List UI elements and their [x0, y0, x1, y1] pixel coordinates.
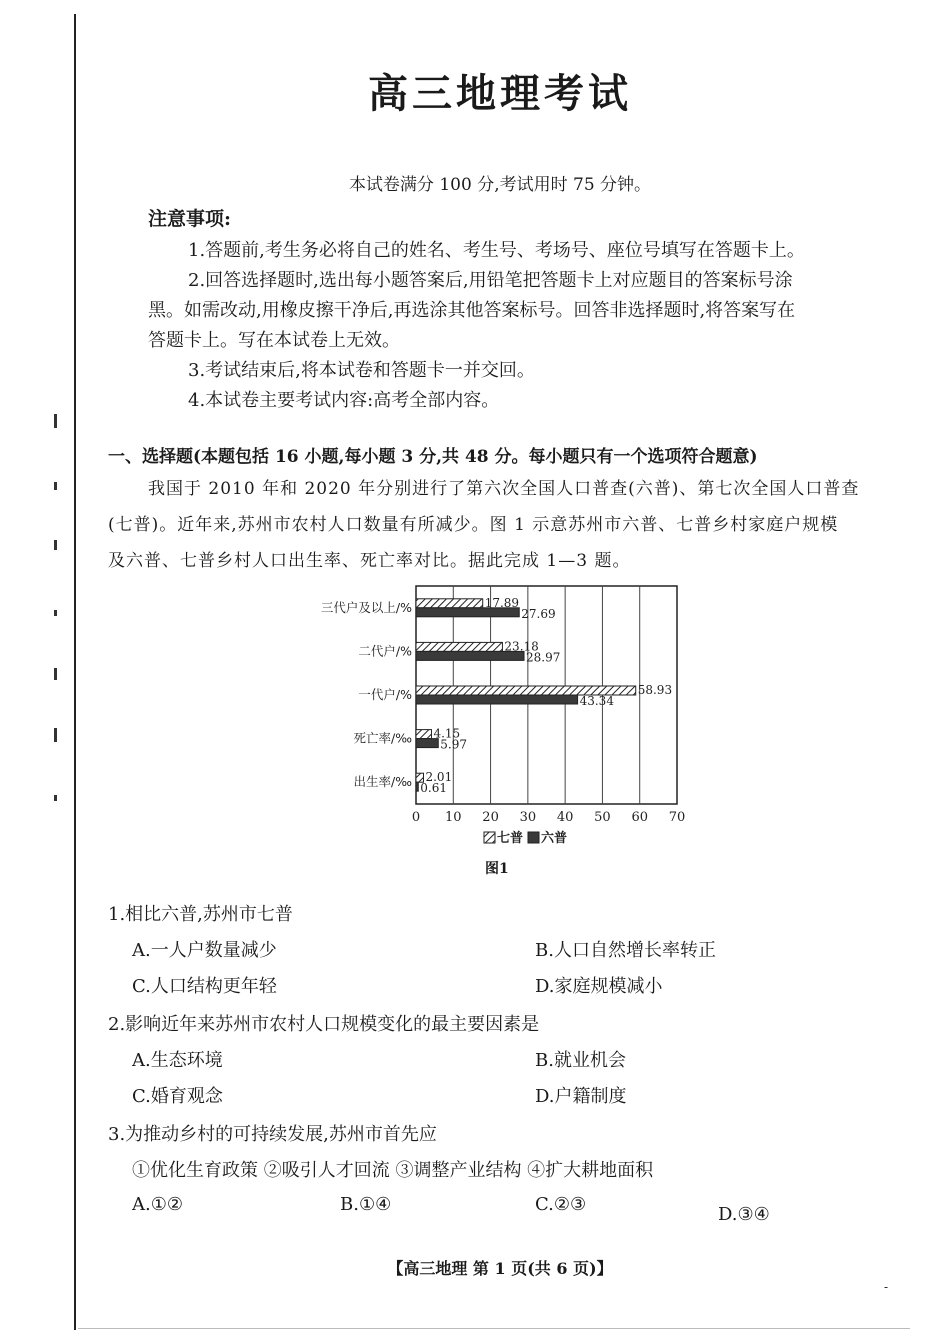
x-tick-label: 70	[668, 810, 686, 825]
exam-title: 高三地理考试	[368, 70, 632, 117]
question-3-statements: ①优化生育政策 ②吸引人才回流 ③调整产业结构 ④扩大耕地面积	[132, 1160, 654, 1181]
question-3-option-c: C.②③	[535, 1194, 587, 1215]
question-3-option-a: A.①②	[132, 1194, 183, 1215]
figure-1-chart	[300, 582, 700, 850]
notice-heading: 注意事项:	[148, 208, 232, 230]
page-footer: 【高三地理 第 1 页(共 6 页)】	[387, 1259, 613, 1278]
category-label: 三代户及以上/%	[320, 599, 412, 615]
question-3-stem: 3.为推动乡村的可持续发展,苏州市首先应	[108, 1124, 437, 1145]
question-2-option-d: D.户籍制度	[535, 1086, 627, 1107]
question-1-option-b: B.人口自然增长率转正	[535, 940, 716, 961]
notice-item-1: 1.答题前,考生务必将自己的姓名、考生号、考场号、座位号填写在答题卡上。	[188, 240, 805, 261]
data-label-qipu: 58.93	[637, 683, 673, 697]
notice-item-3: 3.考试结束后,将本试卷和答题卡一并交回。	[188, 360, 535, 381]
x-tick-label: 40	[556, 810, 574, 825]
bar-chart-svg	[300, 582, 700, 850]
figure-caption: 图1	[485, 861, 509, 877]
question-1-stem: 1.相比六普,苏州市七普	[108, 904, 293, 925]
scan-mark: -	[883, 1280, 888, 1294]
legend-label-liupu: 六普	[541, 831, 568, 846]
data-label-qipu: 2.01	[425, 770, 453, 785]
question-3-option-d: D.③④	[718, 1204, 770, 1225]
section-heading: 一、选择题(本题包括 16 小题,每小题 3 分,共 48 分。每小题只有一个选项符合题意)	[108, 447, 758, 467]
notice-item-2: 2.回答选择题时,选出每小题答案后,用铅笔把答题卡上对应题目的答案标号涂	[188, 270, 793, 291]
margin-mark	[54, 668, 57, 680]
data-label-liupu: 28.97	[526, 650, 561, 665]
intro-paragraph: 及六普、七普乡村人口出生率、死亡率对比。据此完成 1—3 题。	[108, 551, 631, 571]
question-1-option-d: D.家庭规模减小	[535, 976, 663, 997]
category-label: 出生率/‰	[353, 774, 412, 790]
x-tick-label: 0	[411, 810, 421, 825]
question-2-option-a: A.生态环境	[132, 1050, 223, 1071]
x-tick-label: 20	[482, 810, 499, 825]
intro-paragraph: 我国于 2010 年和 2020 年分别进行了第六次全国人口普查(六普)、第七次全国人口普查	[148, 479, 860, 499]
x-tick-label: 60	[631, 810, 648, 825]
margin-mark	[54, 795, 57, 801]
question-2-stem: 2.影响近年来苏州市农村人口规模变化的最主要因素是	[108, 1014, 540, 1035]
legend-label-qipu: 七普	[497, 831, 524, 846]
binding-margin-line	[74, 14, 76, 1330]
data-label-liupu: 43.34	[579, 694, 614, 708]
bar-liupu	[416, 695, 578, 704]
data-label-qipu: 17.89	[484, 595, 520, 610]
margin-mark	[54, 414, 57, 428]
margin-mark	[54, 728, 57, 742]
category-label: 一代户/%	[358, 687, 412, 702]
x-tick-label: 30	[519, 810, 537, 825]
notice-item-2-cont: 黑。如需改动,用橡皮擦干净后,再选涂其他答案标号。回答非选择题时,将答案写在	[148, 300, 796, 321]
margin-mark	[54, 610, 57, 616]
page-bottom-edge	[78, 1328, 910, 1329]
data-label-qipu: 23.18	[504, 639, 539, 654]
data-label-liupu: 5.97	[440, 737, 467, 752]
bar-qipu	[416, 642, 502, 651]
bar-qipu	[416, 730, 431, 739]
question-1-option-c: C.人口结构更年轻	[132, 976, 277, 997]
x-tick-label: 10	[445, 810, 462, 825]
question-1-option-a: A.一人户数量减少	[132, 940, 277, 961]
x-tick-label: 50	[594, 810, 611, 825]
legend-swatch-qipu	[484, 832, 495, 843]
data-label-liupu: 0.61	[420, 781, 447, 796]
margin-mark	[54, 540, 57, 550]
legend-swatch-liupu	[528, 832, 539, 843]
intro-paragraph: (七普)。近年来,苏州市农村人口数量有所减少。图 1 示意苏州市六普、七普乡村家庭户规模	[108, 515, 839, 535]
question-3-option-b: B.①④	[340, 1194, 392, 1215]
bar-qipu	[416, 599, 483, 608]
question-2-option-c: C.婚育观念	[132, 1086, 223, 1107]
question-2-option-b: B.就业机会	[535, 1050, 626, 1071]
margin-mark	[54, 482, 57, 490]
category-label: 死亡率/‰	[353, 730, 412, 746]
data-label-qipu: 4.15	[433, 726, 461, 741]
notice-item-4: 4.本试卷主要考试内容:高考全部内容。	[188, 390, 500, 411]
category-label: 二代户/%	[358, 643, 412, 659]
notice-item-2-cont: 答题卡上。写在本试卷上无效。	[148, 330, 400, 351]
score-info: 本试卷满分 100 分,考试用时 75 分钟。	[348, 175, 652, 195]
bar-liupu	[416, 782, 418, 791]
data-label-liupu: 27.69	[521, 606, 556, 621]
